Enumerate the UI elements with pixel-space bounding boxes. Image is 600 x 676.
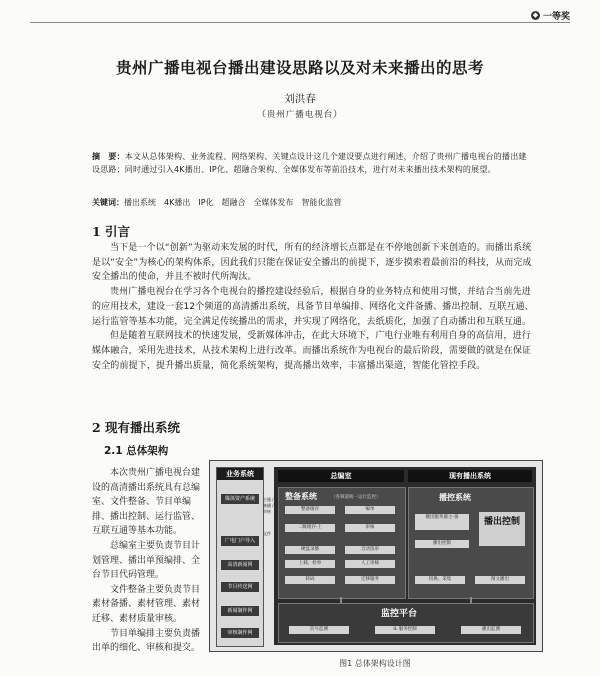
diagram-box: 审核: [345, 524, 395, 532]
paragraph: 总编室主要负责节目计划管理、播出单预编排、全台节目代码管理。: [92, 540, 201, 581]
diagram-box: 图文播出: [475, 576, 525, 584]
architecture-body: [92, 466, 200, 656]
editorial-office-title: 总编室: [278, 470, 404, 482]
figure-caption: 图1 总体架构设计图: [339, 659, 411, 668]
paragraph: 但是随着互联网技术的快速发展，受新媒体冲击，在此大环境下，广电行业唯有利用自身的高信用，进行媒体融合，采用先进技术，从技术架构上进行改革。而播出系统作为电视台的最后阶段，需要做的就是在保证安全的前提下，提升播出质量，简化系统架构，提高播出效率，丰富播出渠道，智能化管控手段。: [92, 331, 532, 371]
biz-item: 媒体资产系统: [221, 494, 259, 504]
biz-item: 高清新闻网: [221, 560, 259, 570]
playout-control-title: 播控系统: [439, 493, 471, 502]
abstract-text: 本文从总体架构、业务流程、网络架构、关键点设计这几个建设要点进行阐述，介绍了贵州广播电视台的播出建设思路；同时通过引入4K播出、IP化、超融合架构、全媒体发布等前沿技术，进行对未来播出技术架构的展望。: [92, 152, 527, 174]
subsection-architecture-heading: 2.1 总体架构: [104, 445, 169, 457]
abstract-label: 摘 要：: [92, 152, 125, 161]
diagram-box: 整备缓存: [285, 506, 335, 514]
main-architecture-area: [274, 467, 536, 645]
paragraph: 本次贵州广播电视台建设的高清播出系统具有总编室、文件整备、节目单编排、播出控制、运行监管、互联互通等基本功能。: [92, 468, 201, 537]
abstract: [92, 150, 532, 176]
paragraph: 文件整备主要负责节目素材备播、素材管理、素材迁移、素材质量审核。: [92, 584, 201, 624]
paragraph: 当下是一个以“创新”为驱动来发展的时代，所有的经济增长点都是在不停地创新下来创造的。而播出系统是以“安全”为核心的架构体系，因此我们只能在保证安全播出的前提下，逐步摸索着最前沿的科技，从而完成安全播出的使命，并且不被时代所淘汰。: [92, 243, 532, 283]
diagram-box: 自动技审: [345, 546, 395, 554]
business-systems-panel: [216, 467, 264, 647]
monitoring-platform-panel: [278, 603, 534, 643]
keywords-text: 播出系统 4K播出 IP化 超融合 全媒体发布 智能化监管: [124, 198, 342, 207]
diagram-box: 信号监测: [289, 626, 349, 634]
diagram-box: 硬盘录播: [285, 546, 335, 554]
affiliation: （贵州广播电视台）: [257, 110, 343, 120]
award-label: 一等奖: [542, 12, 570, 22]
award-icon: ◆: [532, 11, 539, 19]
diagram-box: 切换、采集: [415, 576, 465, 584]
monitoring-platform-title: 监控平台: [381, 609, 418, 619]
award-badge: [531, 9, 570, 22]
playout-control-panel: [408, 487, 534, 599]
biz-item: 节目传送网: [221, 582, 259, 592]
article-title: 贵州广播电视台播出建设思路以及对未来播出的思考: [115, 58, 484, 77]
architecture-figure: [209, 460, 543, 652]
connector-arrow: [340, 597, 342, 603]
diagram-box: 播出控制: [415, 540, 469, 548]
header-rule: [30, 22, 570, 23]
playout-control-block: 播出控制: [479, 512, 525, 546]
preparation-system-title: 整备系统: [285, 492, 317, 501]
diagram-box: 二级缓存-上: [285, 524, 335, 532]
preparation-system-subtitle: （各频道统一运行监控）: [331, 495, 381, 500]
diagram-box: IL 服务控制: [375, 626, 435, 634]
side-label: 主播 / 备播 / 审核: [263, 497, 274, 514]
diagram-box: 迁移服务: [345, 576, 395, 584]
intro-body: [92, 241, 536, 373]
biz-item: 广电门户导入: [221, 536, 259, 546]
paragraph: 节目单编排主要负责播出单的细化、审核和提交。: [92, 628, 201, 654]
diagram-box: 播出服务器主-备: [415, 514, 469, 530]
diagram-box: 人工审核: [345, 560, 395, 568]
connector-arrow: [470, 597, 472, 603]
preparation-system-panel: [278, 487, 406, 599]
side-label: 文件: [263, 531, 271, 536]
business-systems-title: 业务系统: [217, 468, 263, 480]
biz-item: 新闻制作网: [221, 606, 259, 616]
keywords: [92, 197, 532, 208]
diagram-box: 播出监测: [461, 626, 521, 634]
biz-item: 审核制作网: [221, 628, 259, 638]
diagram-box: 转码: [285, 576, 335, 584]
diagram-box: 编单: [345, 506, 395, 514]
section-system-heading: 2 现有播出系统: [92, 420, 181, 435]
diagram-box: 上载、检单: [285, 560, 335, 568]
keywords-label: 关键词：: [92, 198, 124, 207]
author: 刘洪春: [284, 93, 316, 105]
broadcast-system-title: 现有播出系统: [408, 470, 532, 482]
paragraph: 贵州广播电视台在学习各个电视台的播控建设经验后，根据自身的业务特点和使用习惯，并结合当前先进的应用技术，建设一套12个频道的高清播出系统，具备节目单编排、网络化文件备播、播出控制、互联互通、运行监管等基本功能，完全满足传统播出的需求，并实现了网络化，去纸质化，加强了自动播出和互联互通。: [92, 287, 534, 327]
section-intro-heading: 1 引言: [92, 224, 131, 239]
